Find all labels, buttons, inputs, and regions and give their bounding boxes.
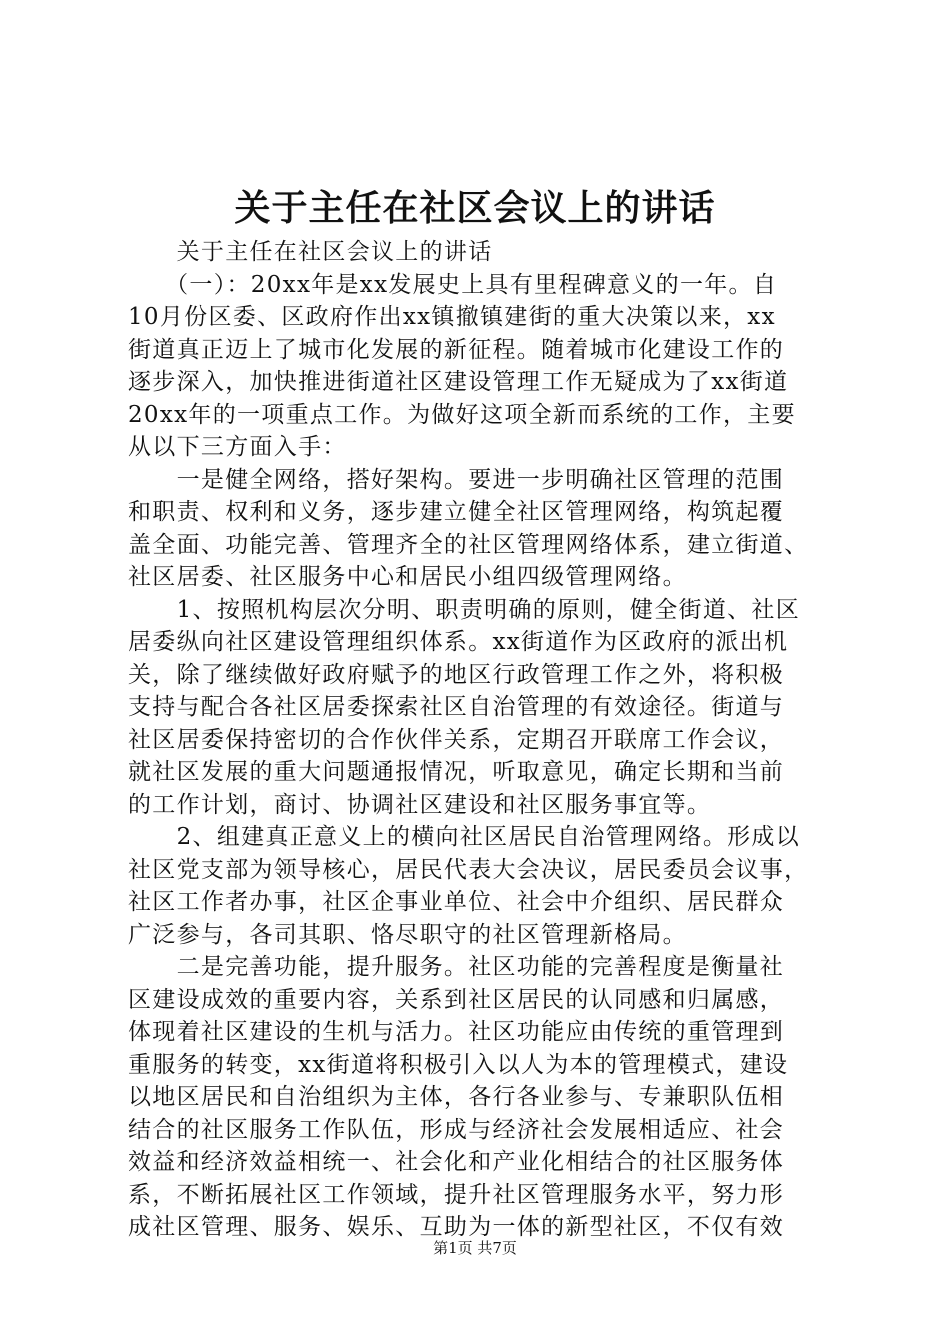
document-title: 关于主任在社区会议上的讲话: [234, 187, 716, 229]
text-line: 2、组建真正意义上的横向社区居民自治管理网络。形成以: [128, 824, 801, 850]
text-line: 区建设成效的重要内容，关系到社区居民的认同感和归属感，: [128, 986, 785, 1013]
text-line: 重服务的转变，xx街道将积极引入以人为本的管理模式，建设: [128, 1051, 789, 1078]
text-line: （一）：20xx年是xx发展史上具有里程碑意义的一年。自: [128, 271, 778, 298]
text-line: 体现着社区建设的生机与活力。社区功能应由传统的重管理到: [128, 1019, 785, 1045]
text-line: 盖全面、功能完善、管理齐全的社区管理网络体系，建立街道、: [128, 531, 809, 558]
text-line: 关于主任在社区会议上的讲话: [128, 239, 493, 265]
text-line: 社区党支部为领导核心，居民代表大会决议，居民委员会议事，: [128, 856, 809, 883]
text-line: 逐步深入，加快推进街道社区建设管理工作无疑成为了xx街道: [128, 369, 789, 395]
text-line: 20xx年的一项重点工作。为做好这项全新而系统的工作，主要: [128, 401, 796, 428]
text-line: 社区居委保持密切的合作伙伴关系，定期召开联席工作会议，: [128, 726, 785, 753]
text-line: 居委纵向社区建设管理组织体系。xx街道作为区政府的派出机: [128, 629, 789, 655]
text-line: 一是健全网络，搭好架构。要进一步明确社区管理的范围: [128, 466, 785, 493]
text-line: 成社区管理、服务、娱乐、互助为一体的新型社区，不仅有效: [128, 1214, 785, 1240]
text-line: 关，除了继续做好政府赋予的地区行政管理工作之外，将积极: [128, 661, 785, 688]
text-line: 以地区居民和自治组织为主体，各行各业参与、专兼职队伍相: [128, 1084, 785, 1110]
page-footer: 第1页 共7页: [433, 1239, 517, 1257]
text-line: 从以下三方面入手：: [128, 434, 347, 460]
document-body: [128, 236, 830, 1244]
text-line: 和职责、权利和义务，逐步建立健全社区管理网络，构筑起覆: [128, 499, 785, 525]
text-line: 二是完善功能，提升服务。社区功能的完善程度是衡量社: [128, 954, 785, 980]
text-line: 社区居委、社区服务中心和居民小组四级管理网络。: [128, 564, 687, 590]
text-line: 就社区发展的重大问题通报情况，听取意见，确定长期和当前: [128, 759, 785, 785]
text-line: 10月份区委、区政府作出xx镇撤镇建街的重大决策以来，xx: [128, 304, 776, 330]
text-line: 效益和经济效益相统一、社会化和产业化相结合的社区服务体: [128, 1149, 785, 1175]
text-line: 社区工作者办事，社区企事业单位、社会中介组织、居民群众: [128, 889, 785, 915]
text-line: 1、按照机构层次分明、职责明确的原则，健全街道、社区: [128, 596, 801, 623]
text-line: 系，不断拓展社区工作领域，提升社区管理服务水平，努力形: [128, 1181, 785, 1208]
text-line: 支持与配合各社区居委探索社区自治管理的有效途径。街道与: [128, 694, 785, 720]
text-line: 结合的社区服务工作队伍，形成与经济社会发展相适应、社会: [128, 1116, 785, 1143]
text-line: 街道真正迈上了城市化发展的新征程。随着城市化建设工作的: [128, 336, 785, 363]
text-line: 广泛参与，各司其职、恪尽职守的社区管理新格局。: [128, 921, 687, 948]
text-line: 的工作计划，商讨、协调社区建设和社区服务事宜等。: [128, 791, 712, 818]
